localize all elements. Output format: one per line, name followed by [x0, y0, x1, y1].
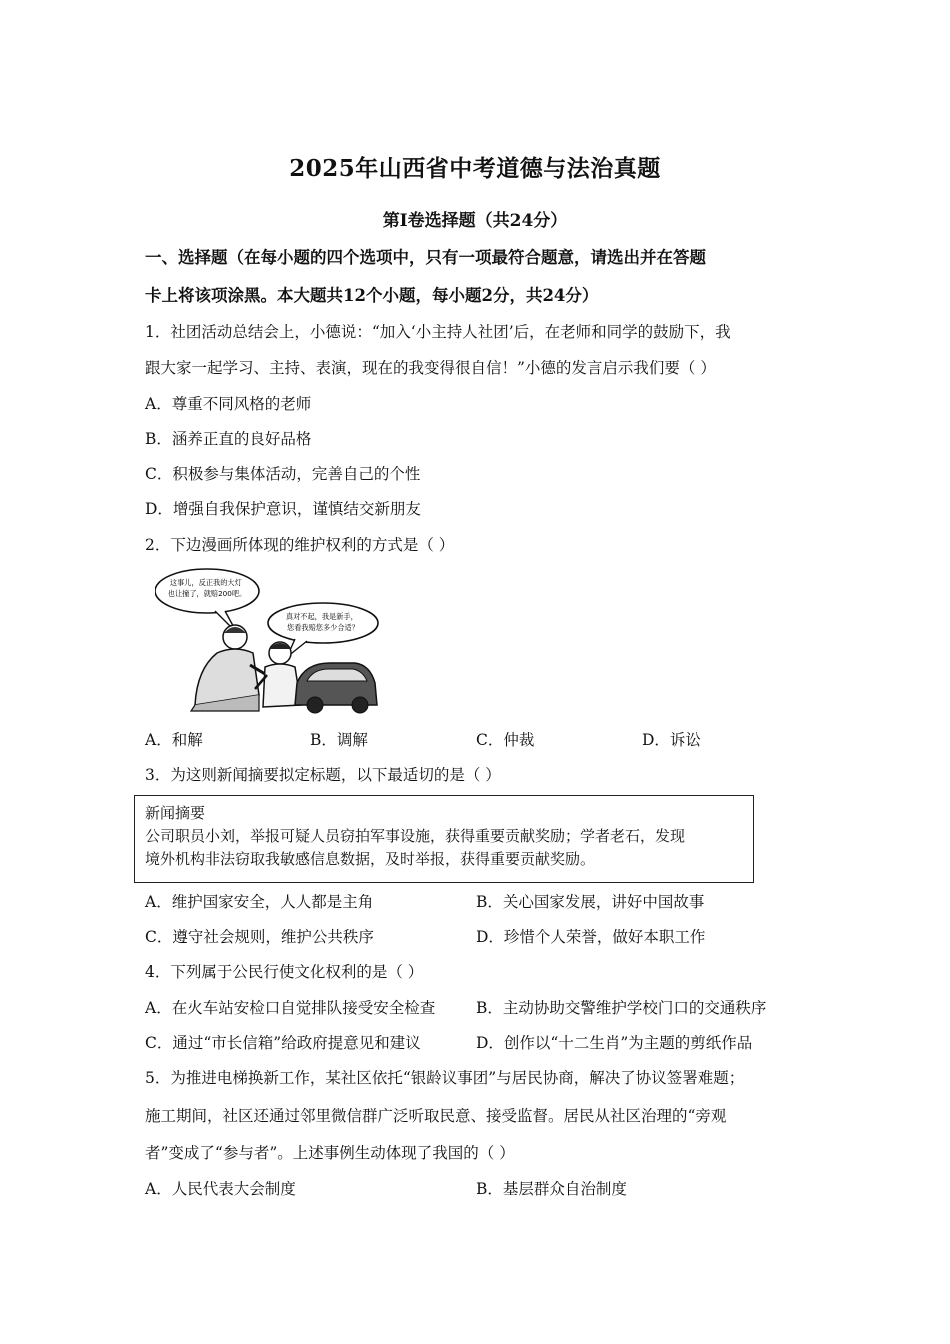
news-summary-box — [134, 795, 754, 883]
q3-stem: 3．为这则新闻摘要拟定标题，以下最适切的是（ ） — [145, 766, 501, 784]
q4-option-d: D．创作以“十二生肖”为主题的剪纸作品 — [476, 1034, 753, 1052]
section-subtitle: 第Ⅰ卷选择题（共24分） — [382, 211, 568, 231]
q5-stem-line-3: 者”变成了“参与者”。上述事例生动体现了我国的（ ） — [145, 1144, 515, 1162]
section-instruction-line-1: 一、选择题（在每小题的四个选项中，只有一项最符合题意，请选出并在答题 — [145, 248, 706, 267]
q1-option-c: C．积极参与集体活动，完善自己的个性 — [145, 465, 421, 483]
section-instruction-line-2: 卡上将该项涂黑。本大题共12个小题，每小题2分，共24分） — [145, 286, 599, 305]
q5-stem-line-1: 5．为推进电梯换新工作，某社区依托“银龄议事团”与居民协商，解决了协议签署难题； — [145, 1069, 745, 1087]
q1-option-d: D．增强自我保护意识，谨慎结交新朋友 — [145, 500, 421, 518]
q1-option-b: B．涵养正直的良好品格 — [145, 430, 312, 448]
q3-option-d: D．珍惜个人荣誉，做好本职工作 — [476, 928, 706, 946]
bubble-1-text: 这事儿，反正我的大灯 也让撞了，就赔200吧。 — [167, 578, 247, 598]
q4-option-c: C．通过“市长信箱”给政府提意见和建议 — [145, 1034, 421, 1052]
news-box-title: 新闻摘要 — [145, 804, 206, 822]
q2-option-b: B．调解 — [310, 731, 368, 749]
q5-stem-line-2: 施工期间，社区还通过邻里微信群广泛听取民意、接受监督。居民从社区治理的“旁观 — [145, 1107, 727, 1125]
q1-option-a: A．尊重不同风格的老师 — [145, 395, 312, 413]
q1-stem-line-1: 1．社团活动总结会上，小德说：“加入‘小主持人社团’后，在老师和同学的鼓励下，我 — [145, 323, 731, 341]
q4-stem: 4．下列属于公民行使文化权利的是（ ） — [145, 963, 424, 981]
news-box-line-1: 公司职员小刘，举报可疑人员窃拍军事设施，获得重要贡献奖励；学者老石，发现 — [145, 827, 686, 845]
q3-option-c: C．遵守社会规则，维护公共秩序 — [145, 928, 374, 946]
q5-option-a: A．人民代表大会制度 — [145, 1180, 296, 1198]
q1-stem-line-2: 跟大家一起学习、主持、表演，现在的我变得很自信！”小德的发言启示我们要（ ） — [145, 359, 716, 377]
news-box-line-2: 境外机构非法窃取我敏感信息数据，及时举报，获得重要贡献奖励。 — [145, 850, 596, 868]
page-title: 2025年山西省中考道德与法治真题 — [289, 155, 661, 182]
cartoon-illustration — [155, 565, 380, 715]
car — [295, 663, 377, 713]
q2-option-a: A．和解 — [145, 731, 203, 749]
q3-option-b: B．关心国家发展，讲好中国故事 — [476, 893, 705, 911]
q4-option-a: A．在火车站安检口自觉排队接受安全检查 — [145, 999, 436, 1017]
q2-option-d: D．诉讼 — [642, 731, 701, 749]
q5-option-b: B．基层群众自治制度 — [476, 1180, 627, 1198]
bubble-2-text: 真对不起，我是新手， 您看我赔您多少合适？ — [285, 612, 359, 632]
q4-option-b: B．主动协助交警维护学校门口的交通秩序 — [476, 999, 767, 1017]
q2-option-c: C．仲裁 — [476, 731, 535, 749]
q2-stem: 2．下边漫画所体现的维护权利的方式是（ ） — [145, 536, 455, 554]
q3-option-a: A．维护国家安全，人人都是主角 — [145, 893, 374, 911]
